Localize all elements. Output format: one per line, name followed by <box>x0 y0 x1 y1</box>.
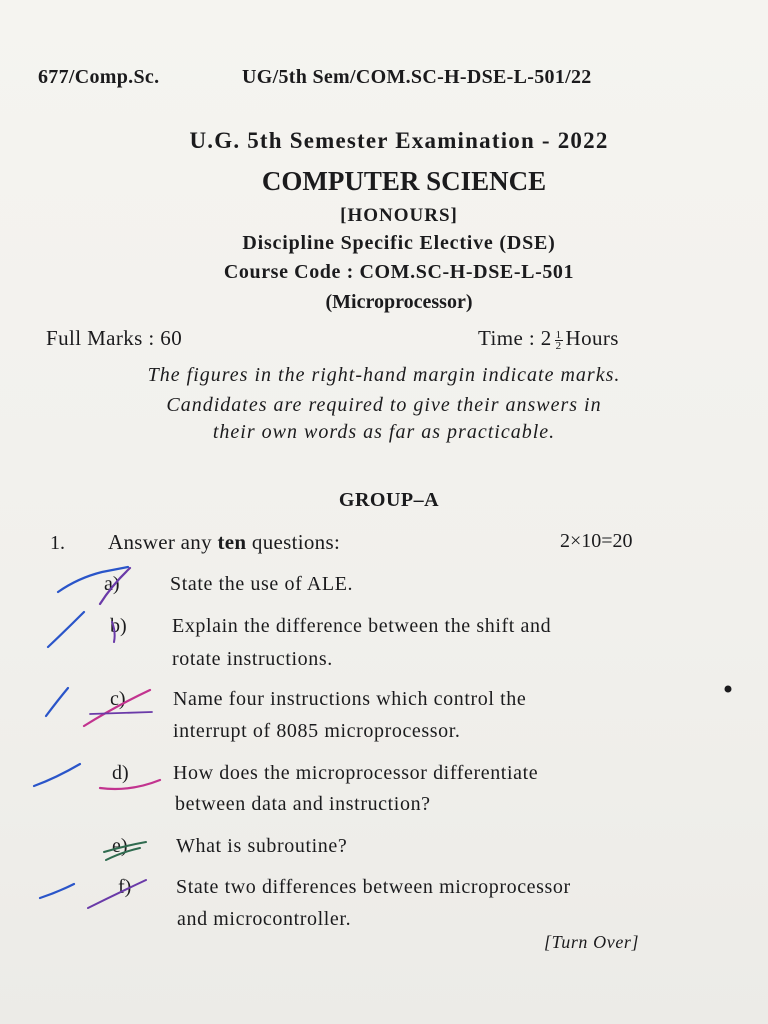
exam-time <box>478 326 619 351</box>
course-code: Course Code : COM.SC-H-DSE-L-501 <box>223 261 575 283</box>
subquestion-text: State the use of ALE. <box>170 573 354 595</box>
exam-title: U.G. 5th Semester Examination - 2022 <box>189 128 609 153</box>
instruction-line: The figures in the right-hand margin indicate marks. <box>147 364 621 386</box>
subquestion-text: Explain the difference between the shift and <box>172 615 552 637</box>
subquestion-label: c) <box>110 688 126 710</box>
subquestion-text: What is subroutine? <box>176 835 348 857</box>
time-fraction-numerator: 1 <box>555 328 562 341</box>
time-prefix: Time : 2 <box>478 326 552 350</box>
subquestion-text: and microcontroller. <box>177 908 352 930</box>
blue-tick-mark <box>46 688 68 716</box>
blue-tick-mark <box>40 884 74 898</box>
elective-label: Discipline Specific Elective (DSE) <box>242 232 556 254</box>
honours-label: [HONOURS] <box>340 205 458 226</box>
subquestion-text: between data and instruction? <box>175 793 431 815</box>
subquestion-text: Name four instructions which control the <box>173 688 527 710</box>
subquestion-label: b) <box>110 615 127 637</box>
group-heading: GROUP–A <box>338 489 440 511</box>
question-number: 1. <box>50 532 65 554</box>
purple-strike-mark <box>90 712 152 714</box>
subquestion-text: rotate instructions. <box>172 648 333 670</box>
subject-title: COMPUTER SCIENCE <box>261 166 547 196</box>
question-marks: 2×10=20 <box>560 530 633 552</box>
question-instruction <box>108 530 340 555</box>
time-fraction-denominator: 2 <box>555 339 562 352</box>
blue-tick-mark <box>34 764 80 786</box>
paper-code: 677/Comp.Sc. <box>38 66 160 88</box>
instruction-line: their own words as far as practicable. <box>212 421 556 443</box>
subquestion-text: How does the microprocessor differentiate <box>173 762 539 784</box>
subquestion-label: d) <box>112 762 129 784</box>
purple-strike-mark <box>88 880 146 908</box>
instruction-line: Candidates are required to give their answers in <box>166 394 602 416</box>
subquestion-label: e) <box>112 835 128 857</box>
subquestion-label: a) <box>104 573 120 595</box>
magenta-underline-mark <box>100 780 160 789</box>
subquestion-text: interrupt of 8085 microprocessor. <box>173 720 461 742</box>
course-reference: UG/5th Sem/COM.SC-H-DSE-L-501/22 <box>242 66 592 88</box>
question-prefix: Answer any <box>108 530 218 554</box>
full-marks: Full Marks : 60 <box>46 326 183 350</box>
question-suffix: questions: <box>246 530 341 554</box>
blue-tick-mark <box>48 612 84 647</box>
time-suffix: Hours <box>565 326 619 350</box>
ink-dot <box>725 686 732 693</box>
paper-name: (Microprocessor) <box>325 291 473 313</box>
time-fraction <box>555 330 563 351</box>
subquestion-text: State two differences between microprocessor <box>176 876 571 898</box>
subquestion-label: f) <box>118 876 132 898</box>
question-emphasis: ten <box>217 530 247 554</box>
turn-over-label: [Turn Over] <box>544 932 640 952</box>
